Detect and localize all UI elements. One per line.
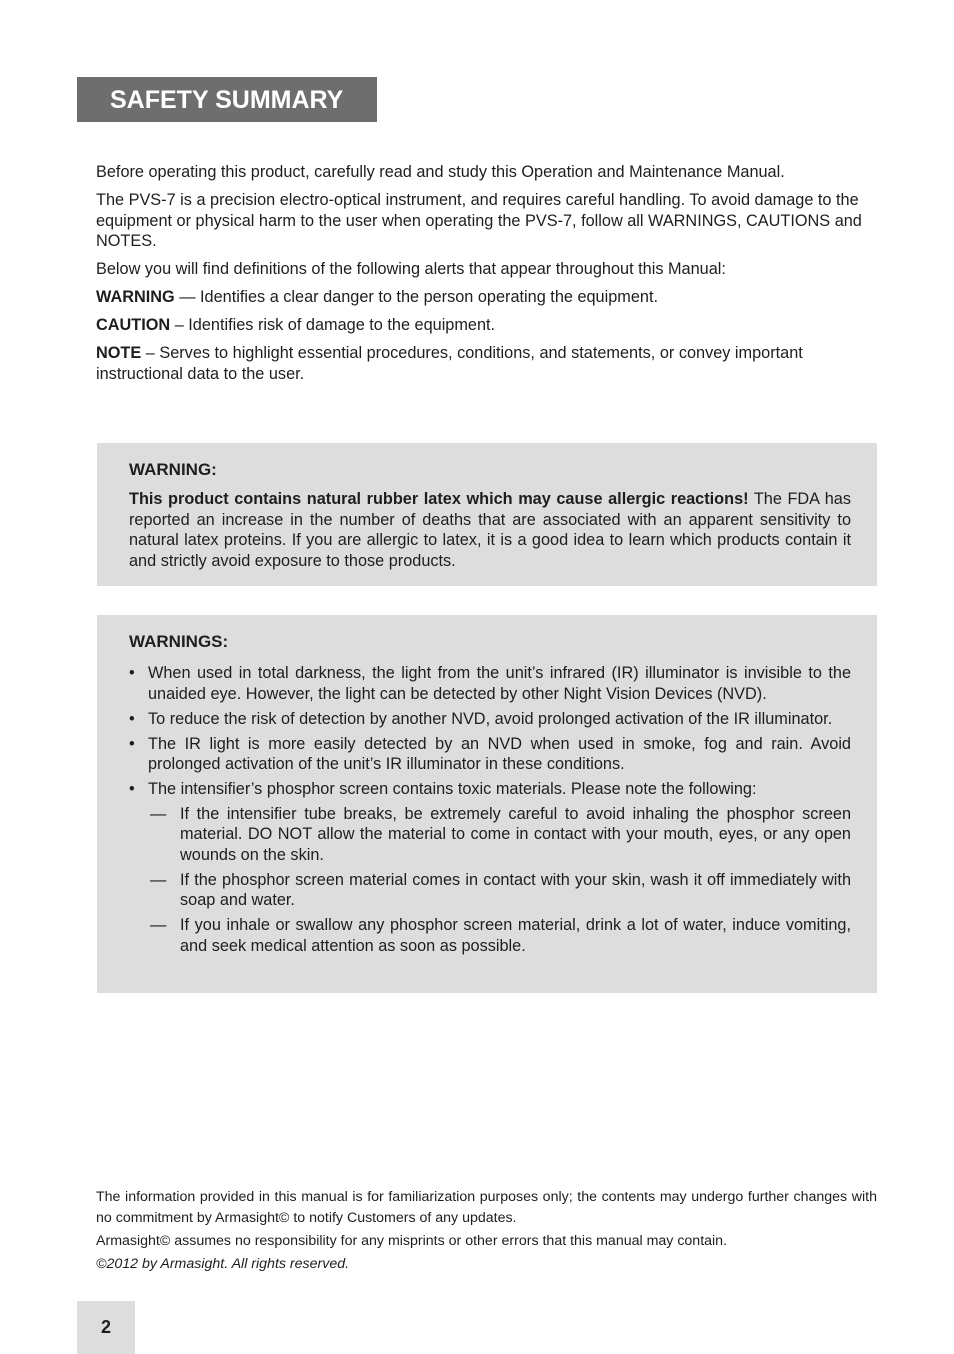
intro-paragraph: The PVS-7 is a precision electro-optical instrument, and requires careful handling. To avoid damage to the equipment or physical harm to the user when operating the PVS-7, follow all WARNINGS, CAUTIONS and NOTES.: [96, 191, 862, 250]
list-item: [129, 734, 851, 775]
intro-paragraph: Before operating this product, carefully read and study this Operation and Maintenance Manual.: [96, 163, 785, 181]
definition-text: — Identifies a clear danger to the person operating the equipment.: [174, 288, 659, 306]
footer-paragraph: The information provided in this manual is for familiarization purposes only; the contents may undergo further changes with no commitment by Armasight© to notify Customers of any updates.: [96, 1189, 877, 1226]
definition-text: – Serves to highlight essential procedures, conditions, and statements, or convey important instructional data to the user.: [96, 344, 803, 383]
latex-warning-box: [97, 443, 877, 586]
footer-paragraph: Armasight© assumes no responsibility for any misprints or other errors that this manual may contain.: [96, 1232, 728, 1249]
dash-mark: —: [150, 916, 167, 934]
warnings-list: [129, 663, 851, 956]
definition-text: – Identifies risk of damage to the equipment.: [170, 316, 496, 334]
sub-list-item: [148, 804, 851, 866]
list-item-text: When used in total darkness, the light from the unit’s infrared (IR) illuminator is invisible to the unaided eye. However, the light can be detected by other Night Vision Devices (NVD).: [148, 664, 851, 703]
definition-term: WARNING: [96, 288, 175, 306]
warning-body: [129, 489, 851, 571]
sub-list: [148, 804, 851, 957]
sub-list-item-text: If the intensifier tube breaks, be extremely careful to avoid inhaling the phosphor screen material. DO NOT allow the material to come in contact with your mouth, eyes, or any open wounds on the skin.: [180, 804, 851, 864]
copyright-text: ©2012 by Armasight. All rights reserved.: [96, 1255, 350, 1272]
definition-caution: [96, 315, 877, 336]
page-title: SAFETY SUMMARY: [77, 77, 377, 122]
definition-term: NOTE: [96, 344, 142, 362]
list-item-text: The intensifier’s phosphor screen contains toxic materials. Please note the following:: [148, 780, 757, 798]
warning-text: The FDA has reported an increase in the number of deaths that are associated with an apparent sensitivity to natural latex proteins. If you are allergic to latex, it is a good idea to learn which products contain it and strictly avoid exposure to those products.: [129, 490, 851, 570]
intro-section: [96, 162, 877, 392]
definition-warning: [96, 287, 877, 308]
footer-notice: [96, 1187, 877, 1277]
warning-heading: WARNING:: [129, 460, 217, 479]
intro-paragraph: Below you will find definitions of the following alerts that appear throughout this Manual:: [96, 260, 726, 278]
list-item-text: The IR light is more easily detected by an NVD when used in smoke, fog and rain. Avoid prolonged activation of the unit’s IR illuminator in these conditions.: [148, 734, 851, 773]
list-item: [129, 709, 851, 730]
bullet-mark: •: [129, 664, 135, 682]
bullet-mark: •: [129, 734, 135, 753]
bullet-mark: •: [129, 709, 135, 728]
dash-mark: —: [150, 870, 167, 889]
sub-list-item-text: If you inhale or swallow any phosphor screen material, drink a lot of water, induce vomiting, and seek medical attention as soon as possible.: [180, 916, 851, 955]
sub-list-item: [148, 870, 851, 911]
sub-list-item-text: If the phosphor screen material comes in contact with your skin, wash it off immediately with soap and water.: [180, 870, 851, 909]
bullet-mark: •: [129, 780, 135, 798]
warning-bold-text: This product contains natural rubber latex which may cause allergic reactions!: [129, 490, 749, 508]
list-item: [129, 663, 851, 704]
dash-mark: —: [150, 804, 167, 823]
sub-list-item: [148, 915, 851, 956]
definition-term: CAUTION: [96, 316, 171, 334]
warnings-heading: WARNINGS:: [129, 632, 229, 651]
definition-note: [96, 343, 877, 384]
warnings-box: [97, 615, 877, 993]
list-item-text: To reduce the risk of detection by another NVD, avoid prolonged activation of the IR illuminator.: [148, 709, 833, 728]
list-item: [129, 779, 851, 956]
page-number: 2: [77, 1301, 135, 1354]
